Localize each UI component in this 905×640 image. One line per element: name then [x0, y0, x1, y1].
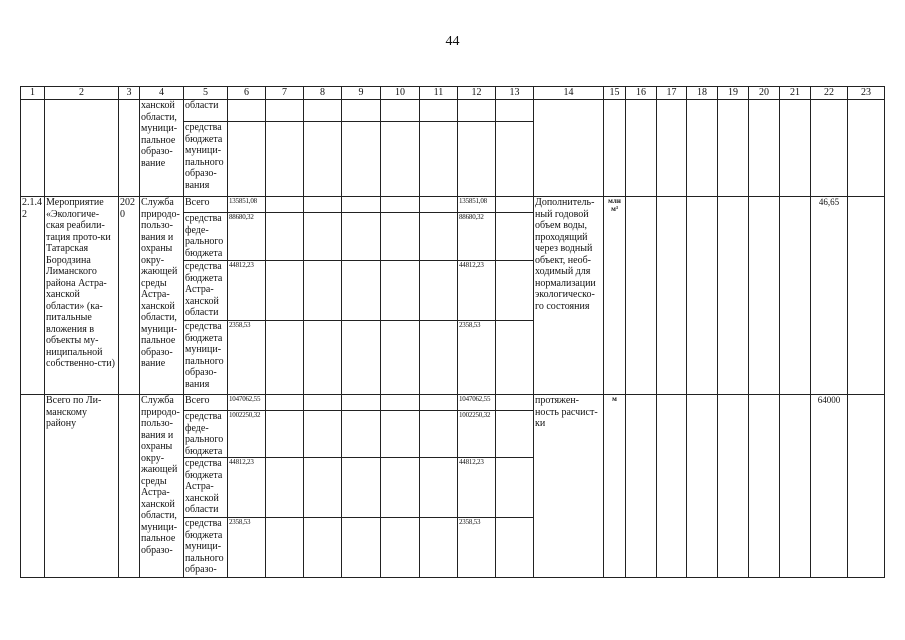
amount-cell: 1047062,55: [458, 395, 496, 411]
amount-cell: 135851,08: [228, 197, 266, 213]
funding-source-cell: средства бюджета муници-пального образо-вания: [184, 122, 228, 197]
page-number: 44: [445, 34, 460, 49]
col-header-16: 16: [626, 87, 657, 100]
amount-cell: 2358,53: [228, 321, 266, 395]
col-header-23: 23: [848, 87, 885, 100]
amount-cell: 2358,53: [458, 321, 496, 395]
col-header-13: 13: [496, 87, 534, 100]
target-value-cell: 64000: [811, 395, 848, 578]
amount-cell: 1002250,32: [228, 411, 266, 458]
col-header-2: 2: [45, 87, 119, 100]
total-name: Всего по Ли-манскому району: [45, 395, 119, 578]
funding-source-cell: Всего: [184, 197, 228, 213]
funding-source-cell: средства бюджета муници-пального образо-: [184, 518, 228, 578]
funding-source-cell: Всего: [184, 395, 228, 411]
executor-cell: Служба природо-пользо-вания и охраны окру-жающей среды Астра-ханской области, муници-пальное образо-: [140, 395, 184, 578]
col-header-12: 12: [458, 87, 496, 100]
funding-source-cell: области: [184, 100, 228, 122]
amount-cell: 2358,53: [458, 518, 496, 578]
target-value-cell: 46,65: [811, 197, 848, 395]
funding-source-cell: средства феде-рального бюджета: [184, 411, 228, 458]
col-header-3: 3: [119, 87, 140, 100]
unit-cell: м: [604, 395, 626, 578]
funding-source-cell: средства бюджета Астра-ханской области: [184, 261, 228, 321]
col-header-22: 22: [811, 87, 848, 100]
amount-cell: 135851,08: [458, 197, 496, 213]
funding-source-cell: средства феде-рального бюджета: [184, 213, 228, 261]
col-header-6: 6: [228, 87, 266, 100]
indicator-cell: протяжен-ность расчист-ки: [534, 395, 604, 578]
amount-cell: 2358,53: [228, 518, 266, 578]
col-header-19: 19: [718, 87, 749, 100]
row-number: 2.1.42: [21, 197, 45, 395]
col-header-5: 5: [184, 87, 228, 100]
executor-cell: ханской области, муници-пальное образо-вание: [140, 100, 184, 197]
col-header-7: 7: [266, 87, 304, 100]
col-header-1: 1: [21, 87, 45, 100]
measure-name: Мероприятие «Экологиче-ская реабили-тация прото-ки Татарская Бородзина Лиманского района Астра-ханской области» (ка-питальные вложения в объекты му-ниципальной собственно-сти): [45, 197, 119, 395]
amount-cell: 1047062,55: [228, 395, 266, 411]
amount-cell: 44812,23: [228, 458, 266, 518]
funding-source-cell: средства бюджета Астра-ханской области: [184, 458, 228, 518]
amount-cell: 88680,32: [458, 213, 496, 261]
col-header-18: 18: [687, 87, 718, 100]
amount-cell: 88680,32: [228, 213, 266, 261]
funding-source-cell: средства бюджета муници-пального образо-вания: [184, 321, 228, 395]
col-header-8: 8: [304, 87, 342, 100]
col-header-20: 20: [749, 87, 780, 100]
executor-cell: Служба природо-пользо-вания и охраны окру-жающей среды Астра-ханской области, муници-пальное образо-вание: [140, 197, 184, 395]
col-header-9: 9: [342, 87, 381, 100]
year-cell: 2020: [119, 197, 140, 395]
table-row: [21, 197, 885, 213]
col-header-21: 21: [780, 87, 811, 100]
amount-cell: 44812,23: [228, 261, 266, 321]
col-header-4: 4: [140, 87, 184, 100]
column-header-row: [21, 87, 885, 100]
col-header-10: 10: [381, 87, 420, 100]
table-row: [21, 100, 885, 122]
indicator-cell: Дополнитель-ный годовой объем воды, проходящий через водный объект, необ-ходимый для нормализации экологическо-го состояния: [534, 197, 604, 395]
amount-cell: 1002250,32: [458, 411, 496, 458]
col-header-11: 11: [420, 87, 458, 100]
col-header-14: 14: [534, 87, 604, 100]
budget-table: [20, 86, 885, 578]
table-row: [21, 395, 885, 411]
unit-cell: млн м³: [604, 197, 626, 395]
col-header-15: 15: [604, 87, 626, 100]
amount-cell: 44812,23: [458, 261, 496, 321]
col-header-17: 17: [657, 87, 687, 100]
amount-cell: 44812,23: [458, 458, 496, 518]
